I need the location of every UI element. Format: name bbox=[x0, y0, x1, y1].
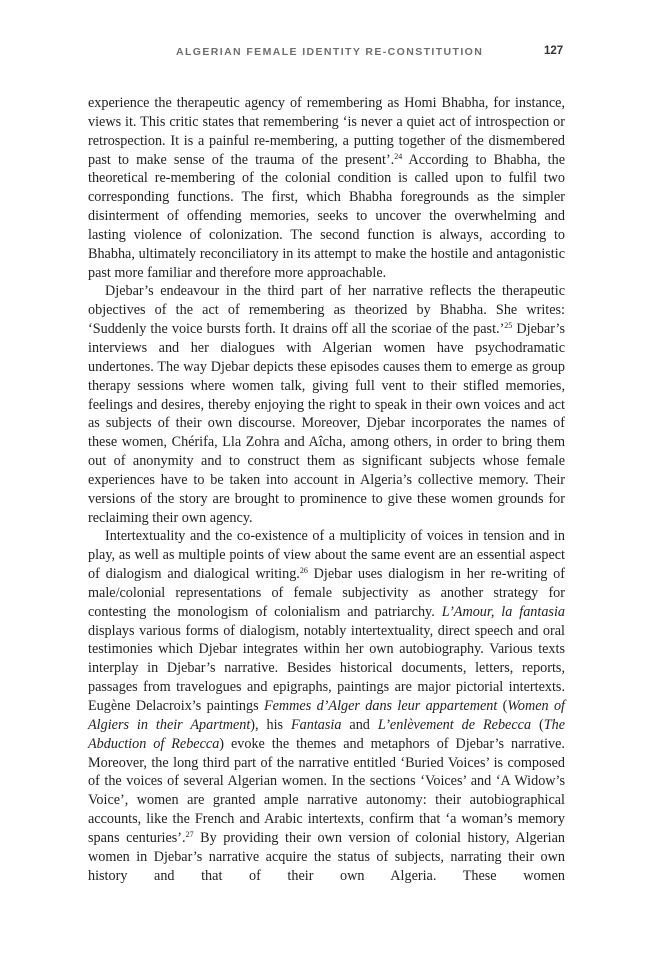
text-run: By providing their own version of colonial history, Algerian women in Djebar’s narrative acquire the status of subjects, narrating their own history and that of their own Algeria. These women bbox=[88, 829, 565, 884]
text-run: ( bbox=[531, 716, 544, 733]
running-head bbox=[0, 46, 650, 64]
page-number: 127 bbox=[544, 45, 564, 57]
italic-title: L’Amour, la fantasia bbox=[441, 603, 565, 620]
text-run: and bbox=[341, 716, 378, 733]
text-run: ( bbox=[497, 698, 508, 714]
paragraph-2 bbox=[88, 282, 565, 527]
text-run: Djebar uses dialogism in her re-writing of male/colonial representations of female subjectivity as another strategy for contesting the monologism of colonialism and patriarchy. bbox=[88, 566, 566, 620]
italic-title: Fantasia bbox=[291, 716, 342, 733]
italic-title: Women of Algiers in their Apartment bbox=[88, 698, 565, 733]
footnote-ref: 25 bbox=[504, 321, 513, 331]
text-run: According to Bhabha, the theoretical re-membering of the colonial condition is called upon to fulfil two corresponding functions. The first, which Bhabha foregrounds as the simpler disinterment of offending memories, seeks to uncover the overwhelming and lasting violence of colonization. The second function is always, according to Bhabha, ultimately reconciliatory in its attempt to make the hostile and antagonistic past more familiar and therefore more approachable. bbox=[88, 151, 565, 281]
body-text bbox=[88, 94, 565, 885]
footnote-ref: 27 bbox=[185, 829, 194, 839]
paragraph-1 bbox=[88, 94, 565, 282]
italic-title: L’enlèvement de Rebecca bbox=[377, 716, 532, 733]
text-run: displays various forms of dialogism, notably intertextuality, direct speech and oral testimonies which Djebar integrates within her own autobiography. Various texts interplay in Djebar’s narrative. Besides historical documents, letters, reports, passages from travelogues and epigraphs, paintings are major pictorial intertexts. Eugène Delacroix’s paintings bbox=[88, 622, 565, 714]
text-run: ) evoke the themes and metaphors of Djebar’s narrative. Moreover, the long third part of the narrative entitled ‘Buried Voices’ is composed of the voices of several Algerian women. In the sections ‘Voices’ and ‘A Widow’s Voice’, women are granted ample narrative autonomy: their autobiographical accounts, like the French and Arabic intertexts, confirm that ‘a woman’s memory spans centuries’. bbox=[88, 735, 565, 846]
text-run: Intertextuality and the co-existence of a multiplicity of voices in tension and in play, as well as multiple points of view about the same event are an essential aspect of dialogism and dialogical writing. bbox=[88, 528, 565, 583]
text-run: Djebar’s endeavour in the third part of her narrative reflects the therapeutic objectives of the act of remembering as theorized by Bhabha. She writes: ‘Suddenly the voice bursts forth. It drains off all the scoriae of the past.’ bbox=[88, 283, 565, 338]
italic-title: Femmes d’Alger dans leur appartement bbox=[263, 698, 498, 714]
text-run: Djebar’s interviews and her dialogues with Algerian women have psychodramatic undertones. The way Djebar depicts these episodes causes them to emerge as group therapy sessions where women talk, giving full vent to their stifled memories, feelings and desires, thereby enjoying the right to speak in their own voices and act as subjects of their own discourse. Moreover, Djebar incorporates the names of these women, Chérifa, Lla Zohra and Aîcha, among others, in order to bring them out of anonymity and to construct them as significant subjects whose female experiences have to be taken into account in Algeria’s collective memory. Their versions of the story are brought to prominence to give these women grounds for reclaiming their own agency. bbox=[88, 321, 565, 526]
text-run: experience the therapeutic agency of remembering as Homi Bhabha, for instance, views it. This critic states that remembering ‘is never a quiet act of introspection or retrospection. It is a painful re-membering, a putting together of the dismembered past to make sense of the trauma of the present’. bbox=[88, 95, 565, 168]
paragraph-3 bbox=[88, 527, 565, 885]
running-head-title: ALGERIAN FEMALE IDENTITY RE-CONSTITUTION bbox=[176, 46, 484, 58]
footnote-ref: 24 bbox=[394, 151, 403, 161]
text-run: ), his bbox=[250, 716, 291, 733]
italic-title: The Abduction of Rebecca bbox=[88, 716, 565, 752]
footnote-ref: 26 bbox=[299, 566, 308, 576]
